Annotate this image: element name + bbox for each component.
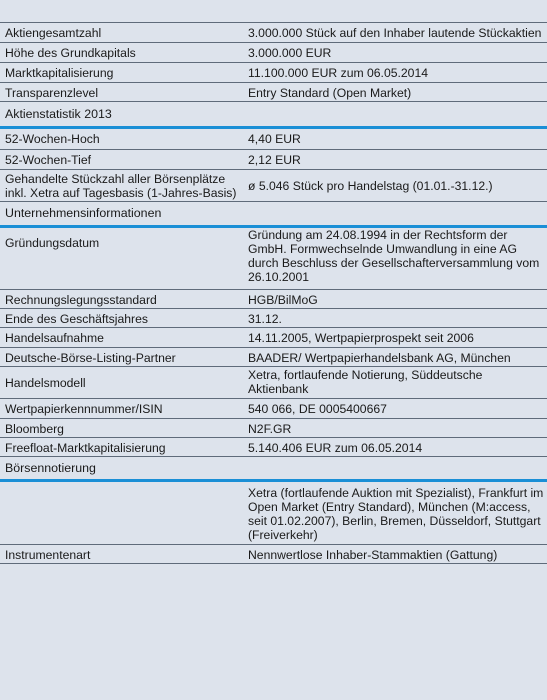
table-row xyxy=(0,437,547,457)
row-value: 5.140.406 EUR zum 06.05.2014 xyxy=(248,441,423,455)
row-value: Xetra (fortlaufende Auktion mit Spezialist), Frankfurt im Open Market (Entry Standard), München (M:access, seit 01.02.2007), Berlin, Bremen, Düsseldorf, Stuttgart (Freiverkehr) xyxy=(248,486,544,542)
row-value: BAADER/ Wertpapierhandelsbank AG, München xyxy=(248,351,511,365)
row-label: Gehandelte Stückzahl aller Börsenplätze inkl. Xetra auf Tagesbasis (1-Jahres-Basis) xyxy=(5,172,237,200)
row-label: Rechnungslegungsstandard xyxy=(5,293,157,307)
row-label: Handelsaufnahme xyxy=(5,331,104,345)
row-label: Handelsmodell xyxy=(5,376,86,390)
table-row xyxy=(0,129,547,149)
row-value: 3.000.000 Stück auf den Inhaber lautende Stückaktien xyxy=(248,26,542,40)
table-row xyxy=(0,482,547,544)
row-label: Höhe des Grundkapitals xyxy=(5,46,136,60)
row-label: Marktkapitalisierung xyxy=(5,66,114,80)
row-value: 4,40 EUR xyxy=(248,132,301,146)
table-row xyxy=(0,149,547,169)
row-value: 11.100.000 EUR zum 06.05.2014 xyxy=(248,66,429,80)
section-heading-listing: Börsennotierung xyxy=(5,461,96,475)
table-row xyxy=(0,366,547,398)
table-row xyxy=(0,398,547,418)
row-label: Ende des Geschäftsjahres xyxy=(5,312,148,326)
row-label: Transparenzlevel xyxy=(5,86,99,100)
row-label: 52-Wochen-Tief xyxy=(5,153,92,167)
table-row xyxy=(0,308,547,327)
table-row xyxy=(0,347,547,366)
table-row xyxy=(0,62,547,82)
row-value: 3.000.000 EUR xyxy=(248,46,332,60)
row-value: ø 5.046 Stück pro Handelstag (01.01.-31.12.) xyxy=(248,179,493,193)
row-label: Aktiengesamtzahl xyxy=(5,26,102,40)
row-value: 31.12. xyxy=(248,312,282,326)
row-value: 540 066, DE 0005400667 xyxy=(248,402,387,416)
row-value: Gründung am 24.08.1994 in der Rechtsform der GmbH. Formwechselnde Umwandlung in eine AG durch Beschluss der Gesellschafterversammlung vom 26.10.2001 xyxy=(248,228,540,284)
table-row xyxy=(0,289,547,308)
table-row xyxy=(0,22,547,42)
table-row xyxy=(0,82,547,102)
table-row xyxy=(0,418,547,437)
table-row xyxy=(0,544,547,564)
row-value: Xetra, fortlaufende Notierung, Süddeutsche Aktienbank xyxy=(248,368,483,396)
row-label: Wertpapierkennnummer/ISIN xyxy=(5,402,163,416)
row-value: Entry Standard (Open Market) xyxy=(248,86,412,100)
row-value: 2,12 EUR xyxy=(248,153,301,167)
section-heading-company: Unternehmensinformationen xyxy=(5,206,162,220)
table-row xyxy=(0,228,547,289)
table-row xyxy=(0,42,547,62)
row-label: Instrumentenart xyxy=(5,548,91,562)
row-label: 52-Wochen-Hoch xyxy=(5,132,100,146)
table-row xyxy=(0,327,547,347)
section-heading-stats: Aktienstatistik 2013 xyxy=(5,107,112,121)
row-value: HGB/BilMoG xyxy=(248,293,318,307)
row-label: Freefloat-Marktkapitalisierung xyxy=(5,441,166,455)
row-value: 14.11.2005, Wertpapierprospekt seit 2006 xyxy=(248,331,474,345)
row-label: Gründungsdatum xyxy=(5,236,100,250)
row-value: N2F.GR xyxy=(248,422,292,436)
table-row xyxy=(0,169,547,202)
row-label: Bloomberg xyxy=(5,422,64,436)
row-value: Nennwertlose Inhaber-Stammaktien (Gattung) xyxy=(248,548,498,562)
row-label: Deutsche-Börse-Listing-Partner xyxy=(5,351,176,365)
